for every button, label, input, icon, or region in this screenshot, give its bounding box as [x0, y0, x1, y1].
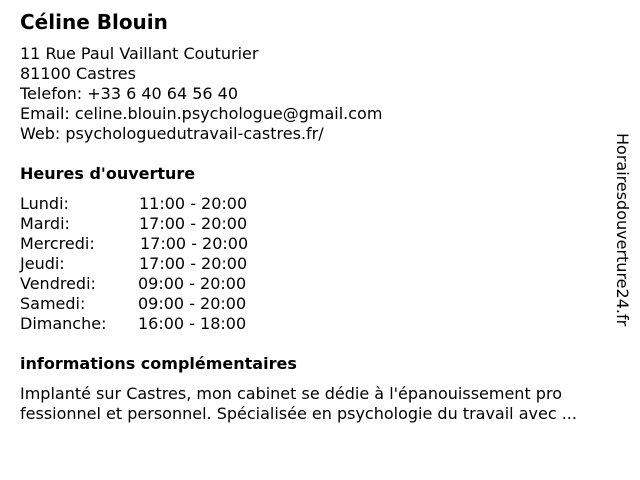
hours-row-lundi	[20, 194, 280, 214]
day-label: Lundi:	[20, 194, 69, 213]
business-name: Céline Blouin	[20, 10, 168, 34]
description-line: Implanté sur Castres, mon cabinet se dédie à l'épanouissement pro	[20, 384, 562, 403]
day-label: Vendredi:	[20, 274, 96, 293]
address-street: 11 Rue Paul Vaillant Couturier	[20, 44, 259, 63]
address-city: 81100 Castres	[20, 64, 136, 83]
website-link[interactable]: Web: psychologuedutravail-castres.fr/	[20, 124, 324, 143]
time-range: 11:00 - 20:00	[139, 194, 248, 213]
additional-info-heading: informations complémentaires	[20, 354, 297, 373]
day-label: Samedi:	[20, 294, 86, 313]
day-label: Dimanche:	[20, 314, 107, 333]
hours-row-mardi	[20, 214, 280, 234]
time-range: 09:00 - 20:00	[138, 274, 247, 293]
day-label: Mercredi:	[20, 234, 95, 253]
opening-hours-heading: Heures d'ouverture	[20, 164, 196, 183]
time-range: 09:00 - 20:00	[138, 294, 247, 313]
opening-hours-table	[20, 194, 280, 334]
site-watermark: Horairesdouverture24.fr	[613, 133, 632, 327]
email-address[interactable]: Email: celine.blouin.psychologue@gmail.com	[20, 104, 383, 123]
description-text	[20, 384, 640, 424]
description-line: fessionnel et personnel. Spécialisée en psychologie du travail avec ...	[20, 404, 577, 423]
time-range: 17:00 - 20:00	[139, 214, 248, 233]
time-range: 17:00 - 20:00	[140, 234, 249, 253]
hours-row-mercredi	[20, 234, 280, 254]
time-range: 17:00 - 20:00	[139, 254, 248, 273]
contact-details	[20, 44, 382, 144]
hours-row-dimanche	[20, 314, 280, 334]
day-label: Jeudi:	[20, 254, 65, 273]
time-range: 16:00 - 18:00	[138, 314, 247, 333]
hours-row-samedi	[20, 294, 280, 314]
day-label: Mardi:	[20, 214, 70, 233]
phone-number[interactable]: Telefon: +33 6 40 64 56 40	[20, 84, 239, 103]
hours-row-jeudi	[20, 254, 280, 274]
hours-row-vendredi	[20, 274, 280, 294]
